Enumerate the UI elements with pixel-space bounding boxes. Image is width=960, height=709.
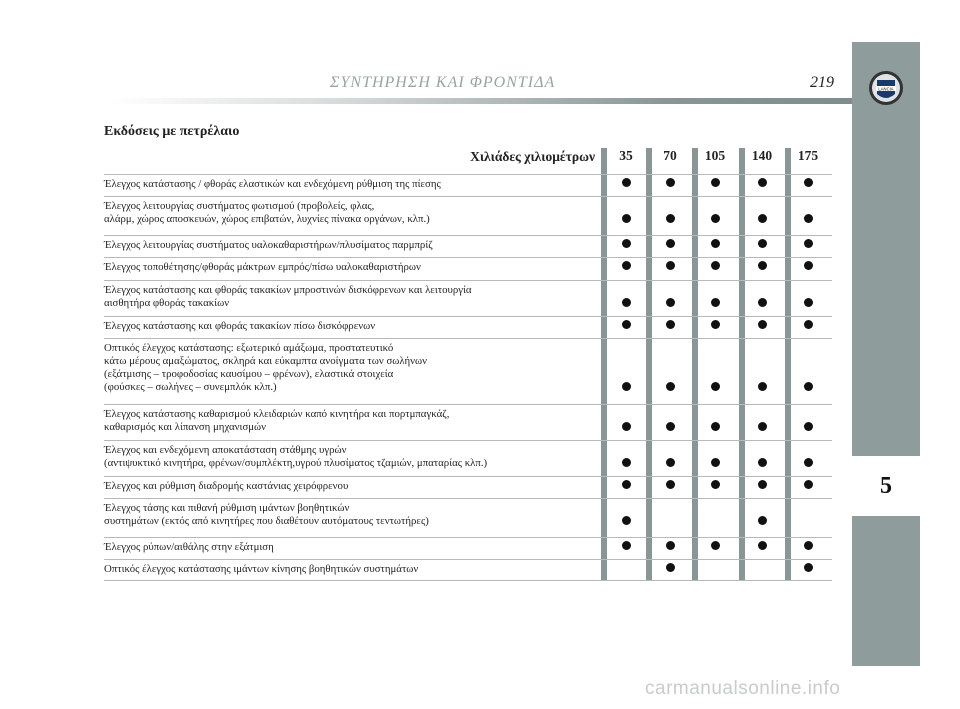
check-dot [711, 320, 720, 329]
check-dot [666, 382, 675, 391]
table-bottom-rule [104, 580, 832, 581]
table-row [104, 476, 832, 499]
check-dot [804, 458, 813, 467]
check-dot [758, 422, 767, 431]
row-text-line: (αντιψυκτικό κινητήρα, φρένων/συμπλέκτη,υγρού πλυσίματος τζαμιών, μπαταρίας κλπ.) [104, 457, 488, 469]
check-dot [711, 261, 720, 270]
check-dot [758, 516, 767, 525]
check-dot [622, 541, 631, 550]
row-text-line: συστημάτων (εκτός από κινητήρες που διαθέτουν αυτόματους τεντωτήρες) [104, 515, 429, 527]
row-text-line: Έλεγχος τάσης και πιθανή ρύθμιση ιμάντων βοηθητικών [104, 502, 350, 514]
check-dot [666, 541, 675, 550]
check-dot [758, 214, 767, 223]
check-dot [758, 239, 767, 248]
check-dot [666, 178, 675, 187]
check-dot [622, 214, 631, 223]
row-text-line: καθαρισμός και λίπανση μηχανισμών [104, 421, 267, 433]
check-dot [666, 422, 675, 431]
row-description [104, 342, 594, 394]
check-dot [622, 261, 631, 270]
check-dot [666, 458, 675, 467]
check-dot [758, 298, 767, 307]
lancia-shield-icon [868, 68, 904, 110]
table-row [104, 498, 832, 538]
chapter-tab-label: 5 [880, 473, 892, 499]
check-dot [666, 214, 675, 223]
check-dot [804, 320, 813, 329]
check-dot [711, 458, 720, 467]
check-dot [711, 422, 720, 431]
check-dot [804, 239, 813, 248]
row-description [104, 239, 594, 252]
table-row [104, 196, 832, 236]
check-dot [711, 480, 720, 489]
row-text-line: Έλεγχος λειτουργίας συστήματος φωτισμού (προβολείς, φλας, [104, 200, 375, 212]
table-row [104, 338, 832, 405]
check-dot [711, 214, 720, 223]
row-description [104, 178, 594, 191]
km-column-header: 140 [751, 148, 773, 163]
check-dot [758, 261, 767, 270]
check-dot [666, 261, 675, 270]
logo-text: LANCIA [878, 86, 894, 92]
km-column-header: 105 [704, 148, 726, 163]
check-dot [758, 458, 767, 467]
check-dot [804, 541, 813, 550]
row-text-line: Έλεγχος τοποθέτησης/φθοράς μάκτρων εμπρός/πίσω υαλοκαθαριστήρων [104, 261, 421, 273]
table-row [104, 316, 832, 339]
check-dot [622, 516, 631, 525]
check-dot [758, 480, 767, 489]
table-row [104, 174, 832, 197]
km-column-header: 70 [663, 148, 677, 163]
row-text-line: Έλεγχος κατάστασης / φθοράς ελαστικών και ενδεχόμενη ρύθμιση της πίεσης [104, 178, 441, 190]
check-dot [622, 422, 631, 431]
chapter-title: ΣΥΝΤΗΡΗΣΗ ΚΑΙ ΦΡΟΝΤΙΔΑ [330, 74, 556, 91]
check-dot [758, 178, 767, 187]
check-dot [711, 178, 720, 187]
row-text-line: Έλεγχος κατάστασης καθαρισμού κλειδαριών καπό κινητήρα και πορτμπαγκάζ, [104, 408, 450, 420]
km-column-header: 175 [797, 148, 819, 163]
check-dot [804, 178, 813, 187]
table-row [104, 440, 832, 477]
check-dot [622, 320, 631, 329]
watermark: carmanualsonline.info [645, 678, 841, 699]
row-text-line: (εξάτμισης – τροφοδοσίας καυσίμου – φρένων), ελαστικά στοιχεία [104, 368, 394, 380]
km-column-header: 35 [619, 148, 633, 163]
row-description [104, 408, 594, 434]
table-row [104, 537, 832, 560]
row-text-line: Έλεγχος κατάστασης και φθοράς τακακίων πίσω δισκόφρενων [104, 320, 376, 332]
check-dot [804, 214, 813, 223]
row-description [104, 444, 594, 470]
row-description [104, 563, 594, 576]
check-dot [622, 298, 631, 307]
check-dot [622, 458, 631, 467]
check-dot [804, 422, 813, 431]
check-dot [711, 541, 720, 550]
page-number: 219 [810, 74, 834, 91]
chapter-tab[interactable] [852, 456, 920, 516]
check-dot [666, 480, 675, 489]
row-text-line: Έλεγχος και ρύθμιση διαδρομής καστάνιας χειρόφρενου [104, 480, 349, 492]
check-dot [711, 382, 720, 391]
check-dot [666, 239, 675, 248]
side-tab-bar [852, 42, 920, 666]
row-text-line: αισθητήρα φθοράς τακακίων [104, 297, 230, 309]
row-text-line: Έλεγχος και ενδεχόμενη αποκατάσταση στάθμης υγρών [104, 444, 347, 456]
check-dot [804, 563, 813, 572]
row-description [104, 541, 594, 554]
row-text-line: Οπτικός έλεγχος κατάστασης: εξωτερικό αμάξωμα, προστατευτικό [104, 342, 394, 354]
check-dot [711, 239, 720, 248]
check-dot [666, 563, 675, 572]
check-dot [622, 178, 631, 187]
row-text-line: Έλεγχος κατάστασης και φθοράς τακακίων μπροστινών δισκόφρενων και λειτουργία [104, 284, 472, 296]
row-text-line: αλάρμ, χώρος αποσκευών, χώρος επιβατών, λυχνίες πίνακα οργάνων, κλπ.) [104, 213, 430, 225]
row-description [104, 480, 594, 493]
check-dot [758, 382, 767, 391]
row-text-line: Έλεγχος λειτουργίας συστήματος υαλοκαθαριστήρων/πλυσίματος παρμπρίζ [104, 239, 433, 251]
check-dot [758, 541, 767, 550]
row-description [104, 320, 594, 333]
row-text-line: Έλεγχος ρύπων/αιθάλης στην εξάτμιση [104, 541, 274, 553]
row-description [104, 261, 594, 274]
check-dot [804, 298, 813, 307]
row-text-line: Οπτικός έλεγχος κατάστασης ιμάντων κίνησης βοηθητικών συστημάτων [104, 563, 419, 575]
table-row [104, 404, 832, 441]
check-dot [622, 480, 631, 489]
row-description [104, 284, 594, 310]
check-dot [804, 382, 813, 391]
check-dot [711, 298, 720, 307]
row-text-line: (φούσκες – σωλήνες – συνεμπλόκ κλπ.) [104, 381, 277, 393]
check-dot [804, 261, 813, 270]
check-dot [622, 239, 631, 248]
table-row [104, 559, 832, 581]
km-header: Χιλιάδες χιλιομέτρων [470, 149, 595, 164]
row-description [104, 502, 594, 528]
check-dot [666, 320, 675, 329]
check-dot [622, 382, 631, 391]
section-title: Εκδόσεις με πετρέλαιο [104, 124, 240, 139]
check-dot [666, 298, 675, 307]
check-dot [758, 320, 767, 329]
table-row [104, 280, 832, 317]
header-rule [110, 98, 852, 104]
table-row [104, 257, 832, 281]
check-dot [804, 480, 813, 489]
table-row [104, 235, 832, 258]
row-text-line: κάτω μέρους αμαξώματος, σκληρά και εύκαμπτα ανοίγματα των σωλήνων [104, 355, 428, 367]
row-description [104, 200, 594, 226]
